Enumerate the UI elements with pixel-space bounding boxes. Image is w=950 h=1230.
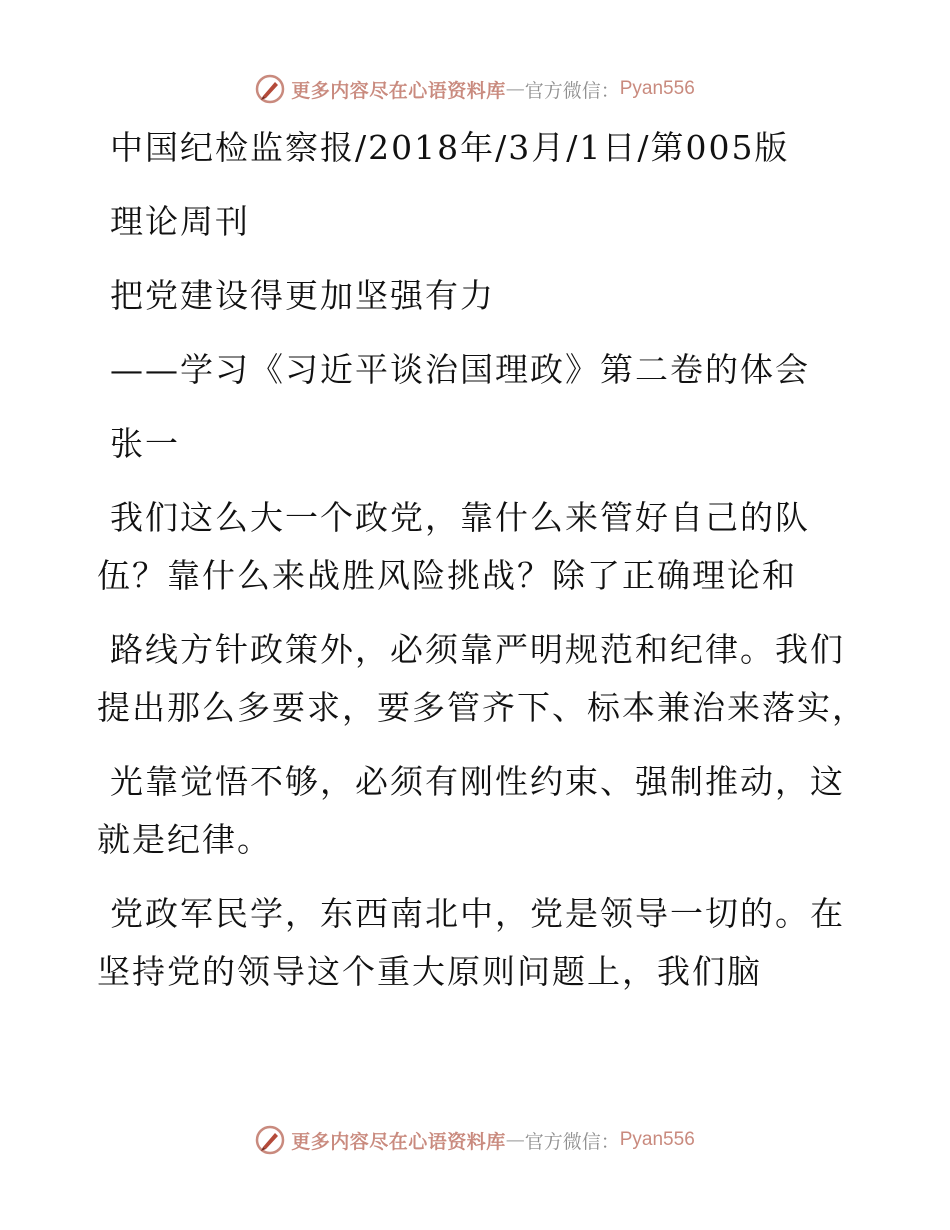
watermark-separator: — xyxy=(505,1129,525,1151)
watermark-account: Pyan556 xyxy=(619,78,695,99)
author: 张一 xyxy=(110,424,180,463)
section-name: 理论周刊 xyxy=(110,202,250,241)
watermark-separator: — xyxy=(505,78,525,100)
article-subtitle: ——学习《习近平谈治国理政》第二卷的体会 xyxy=(110,350,810,389)
watermark-brand-text: 更多内容尽在心语资料库 xyxy=(291,79,506,102)
watermark-account: Pyan556 xyxy=(619,1129,695,1150)
paragraph-2-line-1: 党政军民学，东西南北中，党是领导一切的。在 xyxy=(110,894,845,933)
watermark-label: 官方微信： xyxy=(524,1130,620,1153)
source-line: 中国纪检监察报/2018年/3月/1日/第005版 xyxy=(110,128,790,167)
quill-pen-logo-icon xyxy=(255,1125,285,1155)
paragraph-1-line-5: 光靠觉悟不够，必须有刚性约束、强制推动，这 xyxy=(110,762,845,801)
header-watermark xyxy=(0,72,950,106)
paragraph-1-line-1: 我们这么大一个政党，靠什么来管好自己的队 xyxy=(110,498,810,537)
paragraph-1-line-2: 伍？靠什么来战胜风险挑战？除了正确理论和 xyxy=(97,556,797,595)
paragraph-2-line-2: 坚持党的领导这个重大原则问题上，我们脑 xyxy=(97,952,762,991)
footer-watermark xyxy=(0,1123,950,1157)
article-title: 把党建设得更加坚强有力 xyxy=(110,276,495,315)
watermark-brand-text: 更多内容尽在心语资料库 xyxy=(291,1130,506,1153)
paragraph-1-line-6: 就是纪律。 xyxy=(97,820,272,859)
paragraph-1-line-3: 路线方针政策外，必须靠严明规范和纪律。我们 xyxy=(110,630,845,669)
paragraph-1-line-4: 提出那么多要求，要多管齐下、标本兼治来落实， xyxy=(97,688,867,727)
quill-pen-logo-icon xyxy=(255,74,285,104)
watermark-label: 官方微信： xyxy=(524,79,620,102)
